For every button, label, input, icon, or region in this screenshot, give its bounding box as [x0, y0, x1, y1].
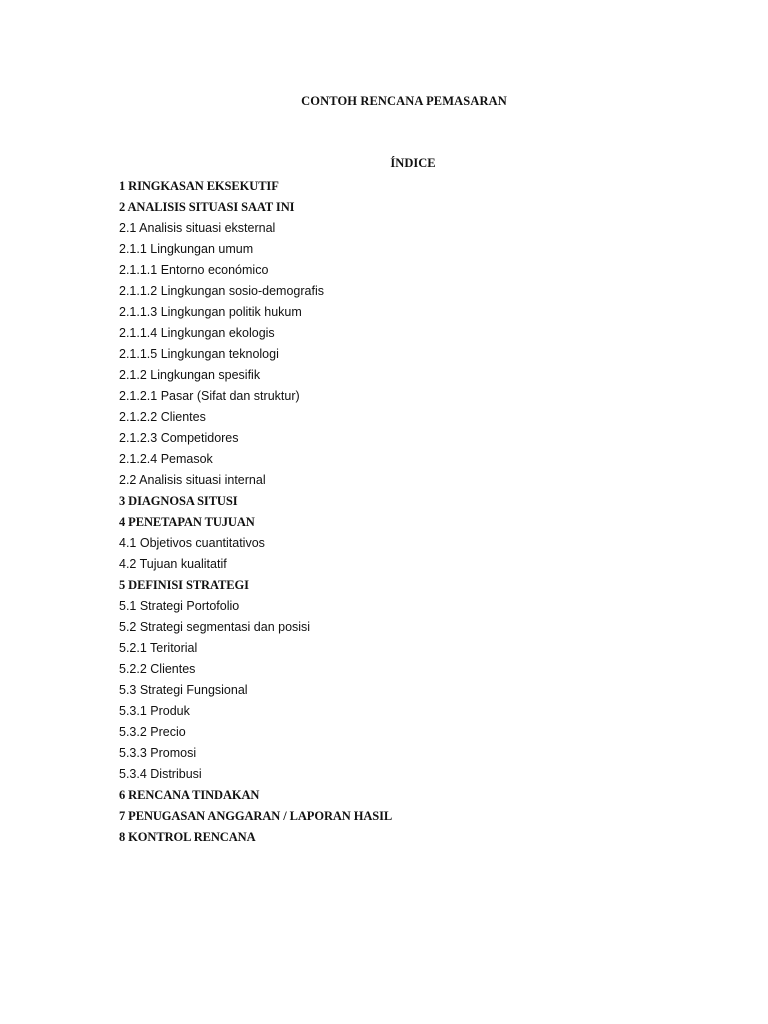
toc-section-entry: 5.3.4 Distribusi [119, 767, 202, 781]
toc-section-entry: 2.1.1 Lingkungan umum [119, 242, 254, 256]
toc-section-entry: 2.1.1.5 Lingkungan teknologi [119, 347, 279, 361]
toc-section-entry: 5.2 Strategi segmentasi dan posisi [119, 620, 311, 634]
toc-chapter-entry: 6 RENCANA TINDAKAN [119, 788, 260, 802]
toc-section-entry: 4.1 Objetivos cuantitativos [119, 536, 265, 550]
toc-heading: ÍNDICE [390, 156, 436, 170]
toc-chapter-entry: 8 KONTROL RENCANA [119, 830, 256, 844]
toc-section-entry: 2.1.1.2 Lingkungan sosio-demografis [119, 284, 324, 298]
toc-chapter-entry: 4 PENETAPAN TUJUAN [119, 515, 255, 529]
toc-section-entry: 5.3.3 Promosi [119, 746, 197, 760]
toc-section-entry: 2.1.2.2 Clientes [119, 410, 206, 424]
toc-section-entry: 2.1.2.4 Pemasok [119, 452, 213, 466]
toc-section-entry: 2.1.1.4 Lingkungan ekologis [119, 326, 275, 340]
toc-chapter-entry: 2 ANALISIS SITUASI SAAT INI [119, 200, 295, 214]
toc-section-entry: 2.2 Analisis situasi internal [119, 473, 266, 487]
toc-section-entry: 5.3 Strategi Fungsional [119, 683, 248, 697]
toc-section-entry: 2.1.2 Lingkungan spesifik [119, 368, 261, 382]
document-title: CONTOH RENCANA PEMASARAN [301, 94, 507, 108]
toc-chapter-entry: 3 DIAGNOSA SITUSI [119, 494, 238, 508]
toc-section-entry: 5.2.2 Clientes [119, 662, 196, 676]
toc-section-entry: 5.1 Strategi Portofolio [119, 599, 240, 613]
toc-chapter-entry: 7 PENUGASAN ANGGARAN / LAPORAN HASIL [119, 809, 393, 823]
toc-chapter-entry: 5 DEFINISI STRATEGI [119, 578, 249, 592]
toc-chapter-entry: 1 RINGKASAN EKSEKUTIF [119, 179, 279, 193]
toc-section-entry: 2.1.2.3 Competidores [119, 431, 239, 445]
toc-section-entry: 2.1.1.3 Lingkungan politik hukum [119, 305, 302, 319]
table-of-contents [119, 177, 392, 849]
toc-section-entry: 5.3.1 Produk [119, 704, 190, 718]
toc-section-entry: 2.1.2.1 Pasar (Sifat dan struktur) [119, 389, 300, 403]
toc-section-entry: 2.1 Analisis situasi eksternal [119, 221, 276, 235]
toc-section-entry: 5.3.2 Precio [119, 725, 186, 739]
toc-section-entry: 4.2 Tujuan kualitatif [119, 557, 227, 571]
toc-section-entry: 2.1.1.1 Entorno económico [119, 263, 269, 277]
toc-section-entry: 5.2.1 Teritorial [119, 641, 198, 655]
